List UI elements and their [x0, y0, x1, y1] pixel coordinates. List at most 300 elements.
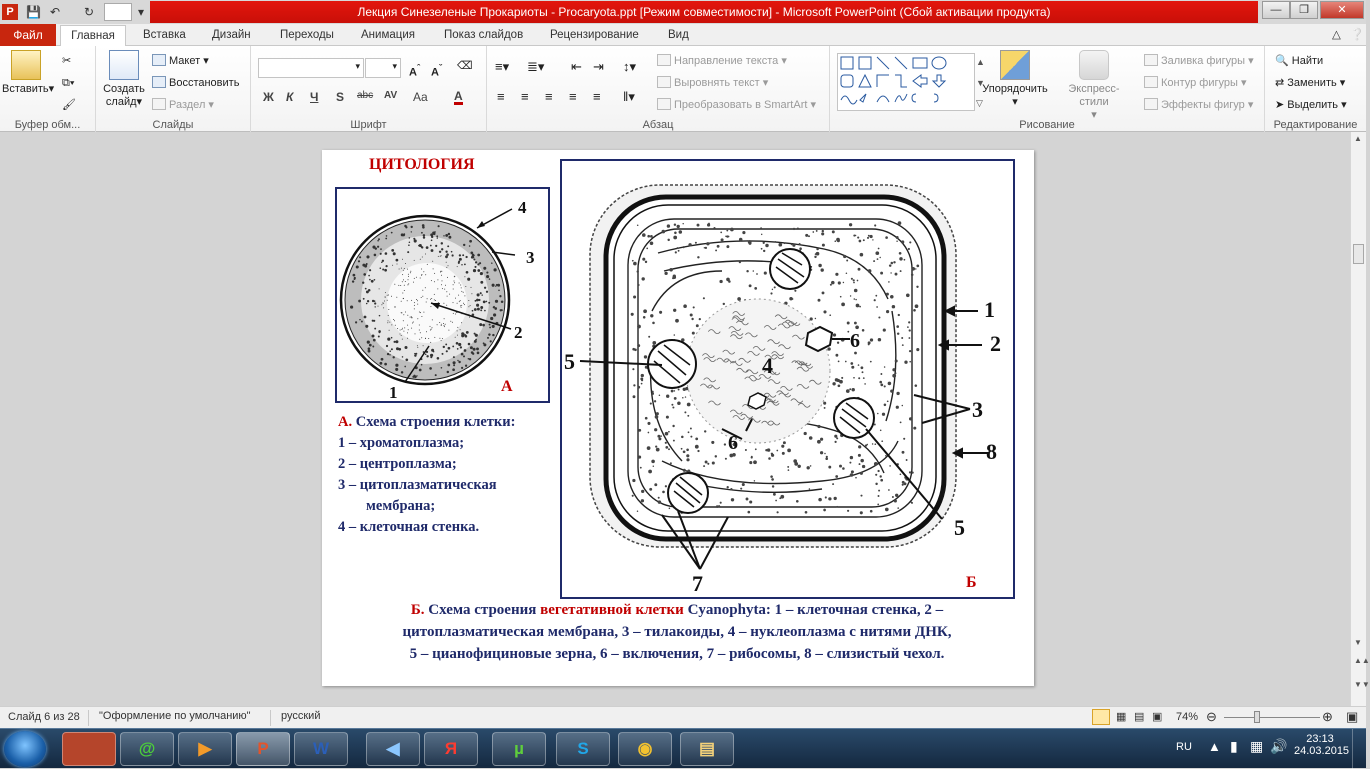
figure-b-ribosome — [854, 289, 858, 293]
figure-a-granule — [419, 325, 420, 326]
figure-a-granule — [407, 300, 408, 301]
figure-b-ribosome — [878, 248, 880, 250]
figure-a-granule — [411, 316, 412, 317]
figure-b-ribosome — [860, 459, 863, 462]
figure-a-granule — [420, 332, 421, 333]
figure-a-granule — [416, 277, 417, 278]
figure-b-ribosome — [823, 509, 826, 512]
binoculars-icon: 🔍 — [1275, 55, 1289, 67]
figure-b-ribosome — [880, 272, 883, 275]
minimize-ribbon-icon[interactable]: △ — [1332, 29, 1341, 41]
fit-slide-icon[interactable]: ▣ — [1346, 709, 1359, 724]
figure-a-granule — [473, 348, 476, 351]
figure-b-ribosome — [690, 436, 692, 438]
figure-a-granule — [477, 293, 480, 296]
figure-b-ribosome — [658, 497, 660, 499]
figure-b-ribosome — [778, 243, 782, 247]
figure-a-granule — [402, 356, 404, 358]
figure-b-ribosome — [890, 389, 893, 392]
figure-b-ribosome — [836, 437, 838, 439]
zoom-level[interactable]: 74% — [1176, 711, 1199, 723]
figure-b-ribosome — [688, 243, 691, 246]
volume-icon[interactable]: 🔊 — [1270, 738, 1288, 754]
figure-b-ribosome — [884, 404, 887, 407]
figure-b-ribosome — [672, 425, 674, 427]
figure-b-ribosome — [898, 314, 900, 316]
figure-b-ribosome — [886, 293, 889, 296]
bullets-icon[interactable]: ≡▾ — [495, 59, 510, 74]
figure-b-ribosome — [855, 235, 856, 236]
figure-a-granule — [437, 324, 438, 325]
figure-a-granule — [445, 255, 448, 258]
figure-b-ribosome — [843, 282, 844, 283]
grow-font-icon[interactable]: $A^ˆ$ — [409, 63, 421, 79]
select-button[interactable]: ➤ Выделить ▾ — [1275, 99, 1347, 111]
tab-slideshow[interactable]: Показ слайдов — [444, 29, 524, 41]
increase-indent-icon[interactable]: ⇥ — [593, 59, 604, 74]
figure-a-granule — [421, 297, 422, 298]
battery-icon[interactable]: ▮ — [1230, 738, 1238, 754]
taskbar-app-chrome[interactable]: ◉ — [618, 732, 672, 766]
figure-a-granule — [391, 348, 393, 350]
figure-b-ribosome — [746, 270, 748, 272]
figure-a-granule — [365, 325, 368, 328]
figure-b-ribosome — [669, 507, 671, 509]
figure-a-granule — [483, 301, 486, 304]
arrange-button[interactable]: Упорядочить ▾ — [982, 50, 1048, 109]
figure-a-granule — [432, 261, 433, 262]
figure-a-granule — [427, 264, 428, 265]
smartart-button[interactable]: Преобразовать в SmartArt ▾ — [657, 98, 816, 112]
figure-a-granule — [466, 331, 469, 334]
text-direction-button[interactable]: Направление текста ▾ — [657, 54, 787, 68]
figure-b-ribosome — [900, 422, 902, 424]
align-right-icon[interactable]: ≡ — [545, 89, 553, 104]
spacing-button[interactable]: AV — [384, 90, 398, 101]
figure-b-ribosome — [637, 511, 638, 512]
figure-a-granule — [453, 313, 454, 314]
vertical-scrollbar[interactable] — [1350, 132, 1370, 706]
figure-a-granule — [389, 330, 390, 331]
windows-taskbar — [0, 728, 1366, 768]
slideshow-view-icon[interactable]: ▣ — [1152, 711, 1163, 723]
figure-a-granule — [426, 355, 428, 357]
figure-a-granule — [442, 353, 444, 355]
figure-a-granule — [436, 235, 438, 237]
figure-a-granule — [432, 327, 433, 328]
shape-effects-button[interactable]: Эффекты фигур ▾ — [1144, 98, 1253, 112]
figure-a-granule — [459, 301, 460, 302]
start-button[interactable] — [4, 731, 46, 767]
figure-a-granule — [452, 322, 453, 323]
figure-a-granule — [477, 308, 480, 311]
section-button[interactable]: Раздел ▾ — [152, 98, 214, 112]
taskbar-app-media[interactable]: ▶ — [178, 732, 232, 766]
figure-a-granule — [378, 306, 379, 307]
undo-icon[interactable]: ↶ — [50, 5, 61, 19]
new-slide-button[interactable]: Создать слайд▾ — [100, 50, 148, 109]
figure-a-granule — [422, 257, 423, 258]
figure-b-ribosome — [775, 500, 777, 502]
gallery-scroll-down-icon[interactable]: ▼ — [976, 78, 985, 88]
font-size-combo[interactable]: ▾ — [365, 58, 401, 78]
figure-a-granule — [432, 319, 433, 320]
figure-b-ribosome — [880, 373, 882, 375]
figure-a-granule — [401, 268, 402, 269]
figure-b-ribosome — [658, 500, 661, 503]
scroll-down-icon[interactable]: ▼ — [1354, 638, 1362, 647]
tab-review[interactable]: Рецензирование — [550, 29, 639, 41]
next-slide-icon[interactable]: ▼▼ — [1354, 680, 1370, 689]
quick-access-combo[interactable] — [104, 3, 132, 21]
distributed-icon[interactable]: ≡ — [593, 89, 601, 104]
figure-b-ribosome — [818, 498, 822, 502]
numbering-icon[interactable]: ≣▾ — [527, 59, 545, 74]
taskbar-app-skype[interactable]: S — [556, 732, 610, 766]
figure-a-granule — [488, 302, 490, 304]
save-icon[interactable]: 💾 — [26, 5, 41, 19]
figure-a-granule — [382, 268, 384, 270]
figure-b-ribosome — [873, 260, 875, 262]
figure-b-ribosome — [810, 465, 812, 467]
figure-b-ribosome — [880, 475, 882, 477]
taskbar-app-utorrent[interactable]: µ — [492, 732, 546, 766]
show-desktop-button[interactable] — [1352, 729, 1366, 769]
close-button[interactable]: ✕ — [1320, 1, 1364, 19]
shape-effects-icon — [1144, 98, 1158, 110]
tab-view[interactable]: Вид — [668, 29, 689, 41]
figure-a-granule — [468, 343, 471, 346]
scroll-thumb[interactable] — [1353, 244, 1364, 264]
figure-b-ribosome — [792, 298, 794, 300]
figure-a-granule — [412, 323, 413, 324]
figure-b-ribosome — [860, 495, 862, 497]
figure-a-granule — [407, 325, 408, 326]
taskbar-app-explorer[interactable]: ▤ — [680, 732, 734, 766]
clock[interactable] — [1294, 733, 1350, 757]
figure-a-granule — [405, 312, 406, 313]
layout-button[interactable]: Макет ▾ — [152, 54, 209, 68]
normal-view-icon[interactable] — [1092, 709, 1110, 725]
zoom-slider[interactable] — [1224, 717, 1320, 718]
tab-design[interactable]: Дизайн — [212, 29, 251, 41]
keyboard-language[interactable]: RU — [1176, 741, 1192, 753]
figure-b-ribosome — [753, 460, 757, 464]
format-painter-icon[interactable]: 🖌 — [62, 99, 76, 111]
title-bar — [0, 0, 1366, 24]
network-icon[interactable]: ▦ — [1250, 738, 1264, 754]
figure-b-ribosome — [719, 280, 722, 283]
legend-a-item-2: 2 – центроплазма; — [338, 456, 457, 472]
figure-b-ribosome — [853, 377, 855, 379]
figure-a-granule — [377, 240, 379, 242]
figure-b-label-4: 4 — [762, 353, 773, 378]
figure-a-granule — [393, 252, 396, 255]
figure-a-granule — [475, 334, 478, 337]
reading-view-icon[interactable]: ▤ — [1134, 711, 1145, 723]
gallery-scroll-up-icon[interactable]: ▲ — [976, 57, 985, 67]
bold-button[interactable]: Ж — [263, 90, 274, 104]
figure-a-granule — [465, 365, 467, 367]
figure-a-granule — [443, 303, 444, 304]
figure-b-ribosome — [839, 380, 843, 384]
figure-b-ribosome — [904, 482, 907, 485]
underline-button[interactable]: Ч — [310, 90, 319, 104]
figure-b-ribosome — [867, 237, 869, 239]
figure-b-ribosome — [797, 227, 799, 229]
tab-home[interactable]: Главная — [60, 25, 126, 47]
figure-b-ribosome — [641, 379, 643, 381]
clear-format-icon[interactable]: ⌫ — [457, 60, 473, 72]
figure-a-granule — [454, 276, 455, 277]
figure-a-granule — [439, 338, 440, 339]
figure-a-granule — [388, 315, 389, 316]
figure-a-granule — [474, 308, 477, 311]
reset-button[interactable]: Восстановить — [152, 76, 239, 90]
language-indicator[interactable]: русский — [270, 710, 320, 726]
legend-a-heading: А. Схема строения клетки: — [338, 414, 516, 430]
figure-a-granule — [373, 339, 376, 342]
figure-b-ribosome — [773, 493, 776, 496]
figure-b-ribosome — [892, 368, 895, 371]
figure-b-ribosome — [631, 313, 634, 316]
figure-a-granule — [447, 277, 448, 278]
figure-a-granule — [448, 330, 449, 331]
tab-animation[interactable]: Анимация — [361, 29, 415, 41]
shape-fill-button[interactable]: Заливка фигуры ▾ — [1144, 54, 1254, 68]
figure-a-granule — [447, 296, 448, 297]
figure-a-granule — [477, 254, 480, 257]
figure-b-ribosome — [902, 484, 904, 486]
replace-button[interactable]: ⇄ Заменить ▾ — [1275, 77, 1346, 89]
copy-icon[interactable]: ⧉▾ — [62, 77, 75, 89]
figure-b-ribosome — [824, 453, 826, 455]
figure-a-granule — [442, 338, 443, 339]
figure-b-ribosome — [908, 321, 910, 323]
figure-a-granule — [446, 350, 448, 352]
figure-b-ribosome — [749, 461, 752, 464]
figure-a-granule — [465, 256, 467, 258]
scroll-up-icon[interactable]: ▲ — [1354, 134, 1362, 143]
figure-a-granule — [407, 269, 408, 270]
figure-a-granule — [476, 347, 479, 350]
zoom-out-icon[interactable]: ⊖ — [1206, 709, 1217, 724]
show-hidden-icons-icon[interactable]: ▲ — [1208, 739, 1221, 754]
figure-a-granule — [408, 244, 410, 246]
figure-a-granule — [365, 288, 367, 290]
align-center-icon[interactable]: ≡ — [521, 89, 529, 104]
figure-a-granule — [378, 336, 380, 338]
figure-a-granule — [426, 246, 429, 249]
figure-a-granule — [443, 323, 444, 324]
decrease-indent-icon[interactable]: ⇤ — [571, 59, 582, 74]
figure-b-ribosome — [868, 269, 872, 273]
figure-b-ribosome — [662, 491, 665, 494]
italic-button[interactable]: К — [286, 90, 294, 104]
figure-a-granule — [458, 261, 460, 263]
figure-b-ribosome — [726, 230, 728, 232]
figure-b-ribosome — [792, 244, 795, 247]
slide-sorter-icon[interactable]: ▦ — [1116, 711, 1127, 723]
figure-a-granule — [489, 278, 491, 280]
figure-b-ribosome — [901, 337, 903, 339]
figure-a-granule — [492, 284, 495, 287]
tab-transitions[interactable]: Переходы — [280, 29, 334, 41]
figure-b-ribosome — [878, 495, 880, 497]
figure-b-ribosome — [748, 240, 752, 244]
shrink-font-icon[interactable]: $A^ˇ$ — [431, 63, 443, 79]
figure-a-label-1: 1 — [389, 383, 398, 402]
figure-b-ribosome — [899, 252, 902, 255]
taskbar-app-sound[interactable]: ◀ — [366, 732, 420, 766]
change-case-button[interactable]: Aa — [413, 90, 428, 104]
figure-a-granule — [448, 265, 449, 266]
figure-b-ribosome — [772, 485, 774, 487]
taskbar-app-powerpoint[interactable]: P — [236, 732, 290, 766]
restore-button[interactable]: ❐ — [1290, 1, 1318, 19]
figure-a-granule — [369, 344, 372, 347]
figure-b-ribosome — [655, 446, 657, 448]
line-spacing-icon[interactable]: ↕▾ — [623, 59, 637, 74]
figure-b-ribosome — [858, 454, 861, 457]
tab-file[interactable]: Файл — [0, 24, 56, 46]
figure-a-granule — [401, 312, 402, 313]
figure-a-granule — [395, 325, 396, 326]
figure-b-ribosome — [845, 361, 847, 363]
figure-a-granule — [407, 315, 408, 316]
figure-a-granule — [441, 367, 443, 369]
figure-a-granule — [447, 245, 449, 247]
figure-b-ribosome — [804, 432, 807, 435]
figure-a-granule — [423, 345, 424, 346]
justify-icon[interactable]: ≡ — [569, 89, 577, 104]
slide-canvas[interactable] — [322, 150, 1034, 686]
zoom-in-icon[interactable]: ⊕ — [1322, 709, 1333, 724]
figure-a-granule — [414, 278, 415, 279]
figure-a-granule — [437, 279, 438, 280]
align-left-icon[interactable]: ≡ — [497, 89, 505, 104]
figure-b-ribosome — [654, 428, 657, 431]
figure-a-granule — [426, 302, 427, 303]
font-name-combo[interactable]: ▾ — [258, 58, 364, 78]
columns-icon[interactable]: ‖▾ — [623, 89, 635, 104]
font-color-button[interactable]: A — [454, 89, 463, 103]
taskbar-app-word[interactable]: W — [294, 732, 348, 766]
figure-a-granule — [470, 305, 471, 306]
figure-b-ribosome — [820, 451, 823, 454]
figure-b-ribosome — [687, 403, 691, 407]
clock-date: 24.03.2015 — [1294, 745, 1350, 757]
strikethrough-button[interactable]: abc — [357, 90, 374, 101]
figure-a-granule — [483, 267, 486, 270]
figure-a-granule — [453, 284, 454, 285]
figure-b-ribosome — [643, 316, 646, 319]
figure-b-ribosome — [646, 248, 648, 250]
figure-a-granule — [475, 261, 477, 263]
cut-icon[interactable]: ✂ — [62, 55, 72, 67]
figure-b-ribosome — [633, 384, 635, 386]
figure-b-ribosome — [823, 310, 826, 313]
figure-b-ribosome — [771, 454, 774, 457]
figure-a-granule — [401, 371, 403, 373]
tab-insert[interactable]: Вставка — [143, 29, 186, 41]
figure-b-ribosome — [913, 309, 916, 312]
taskbar-app-yandex[interactable]: Я — [424, 732, 478, 766]
figure-a-granule — [438, 302, 439, 303]
gallery-more-icon[interactable]: ▽ — [976, 98, 983, 108]
figure-a-granule — [479, 262, 481, 264]
figure-a-granule — [498, 289, 500, 291]
figure-a-granule — [419, 369, 422, 372]
figure-b-ribosome — [854, 322, 857, 325]
figure-a-granule — [447, 364, 450, 367]
figure-b-cyanophyta-cell — [560, 159, 1015, 599]
taskbar-app-1[interactable] — [62, 732, 116, 766]
figure-b-ribosome — [715, 249, 717, 251]
figure-a-granule — [442, 280, 443, 281]
quick-styles-icon — [1079, 50, 1109, 80]
quick-access-menu-icon[interactable]: ▾ — [138, 5, 145, 19]
figure-b-ribosome — [659, 394, 661, 396]
minimize-button[interactable]: — — [1262, 1, 1290, 19]
figure-a-granule — [448, 236, 451, 239]
figure-b-ribosome — [755, 448, 757, 450]
redo-icon[interactable]: ↻ — [84, 5, 95, 19]
figure-a-granule — [433, 268, 434, 269]
shadow-button[interactable]: S — [336, 90, 345, 104]
find-button[interactable]: 🔍 Найти — [1275, 55, 1324, 67]
align-text-button[interactable]: Выровнять текст ▾ — [657, 76, 768, 90]
figure-b-ribosome — [711, 441, 714, 444]
figure-a-granule — [457, 360, 459, 362]
figure-b-ribosome — [791, 243, 793, 245]
figure-a-granule — [457, 348, 459, 350]
figure-a-granule — [417, 345, 418, 346]
figure-b-ribosome — [727, 486, 729, 488]
clock-time: 23:13 — [1306, 733, 1334, 745]
figure-a-granule — [387, 300, 388, 301]
figure-a-granule — [408, 329, 409, 330]
help-icon[interactable]: ❔ — [1350, 29, 1365, 41]
paste-button[interactable]: Вставить▾ — [2, 50, 50, 96]
figure-a-granule — [423, 236, 425, 238]
figure-b-ribosome — [874, 462, 878, 466]
figure-b-ribosome — [771, 478, 774, 481]
figure-a-granule — [463, 303, 464, 304]
figure-b-ribosome — [877, 470, 879, 472]
figure-b-ribosome — [860, 511, 863, 514]
quick-styles-button[interactable]: Экспресс-стили ▾ — [1054, 50, 1134, 122]
prev-slide-icon[interactable]: ▲▲ — [1354, 656, 1370, 665]
zoom-slider-thumb[interactable] — [1254, 711, 1260, 723]
figure-a-granule — [387, 338, 390, 341]
figure-b-ribosome — [875, 295, 877, 297]
figure-b-ribosome — [632, 495, 634, 497]
figure-b-ribosome — [683, 388, 686, 391]
figure-b-ribosome — [872, 443, 873, 444]
figure-a-granule — [459, 283, 460, 284]
taskbar-app-mail-agent[interactable]: @ — [120, 732, 174, 766]
shape-outline-button[interactable]: Контур фигуры ▾ — [1144, 76, 1247, 90]
figure-a-granule — [446, 291, 447, 292]
figure-a-granule — [384, 269, 387, 272]
shapes-gallery[interactable] — [837, 53, 975, 111]
figure-b-ribosome — [665, 432, 667, 434]
figure-a-granule — [395, 306, 396, 307]
figure-a-granule — [422, 224, 425, 227]
theme-name[interactable]: "Оформление по умолчанию" — [88, 710, 251, 726]
figure-a-granule — [352, 280, 354, 282]
